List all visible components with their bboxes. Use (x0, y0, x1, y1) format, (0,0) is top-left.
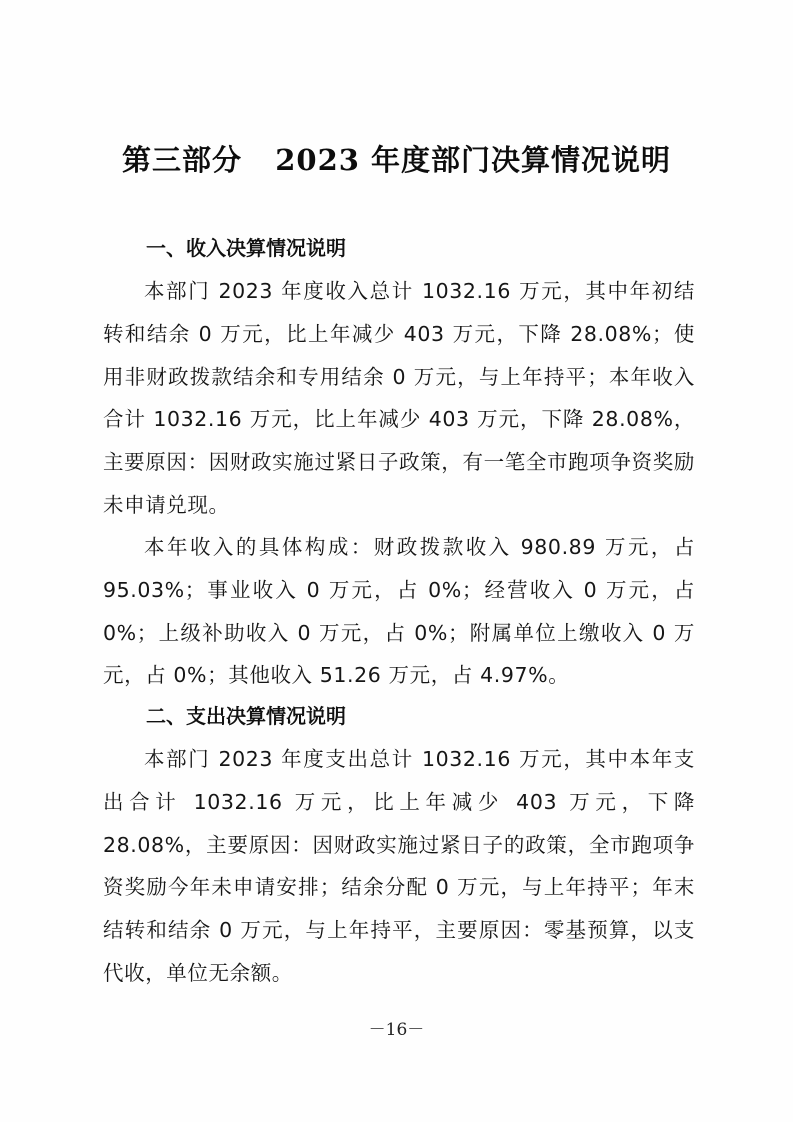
page-title: 第三部分 2023 年度部门决算情况说明 (121, 143, 672, 177)
section-heading-expenditure: 二、支出决算情况说明 (146, 704, 346, 728)
section-heading-income: 一、收入决算情况说明 (146, 236, 346, 260)
income-summary-paragraph: 本部门 2023 年度收入总计 1032.16 万元，其中年初结转和结余 0 万元，比上年减少 403 万元，下降 28.08%；使用非财政拨款结余和专用结余 0 万元，与上年持平；本年收入合计 1032.16 万元，比上年减少 403 万元，下降 28.08%，主要原因：因财政实施过紧日子政策，有一笔全市跑项争资奖励未申请兑现。 (103, 279, 695, 517)
page-number: －16－ (368, 1020, 425, 1040)
expenditure-summary-paragraph: 本部门 2023 年度支出总计 1032.16 万元，其中本年支出合计 1032.16 万元，比上年减少 403 万元，下降 28.08%，主要原因：因财政实施过紧日子的政策，全市跑项争资奖励今年未申请安排；结余分配 0 万元，与上年持平；年末结转和结余 0 万元，与上年持平，主要原因：零基预算，以支代收，单位无余额。 (103, 747, 695, 985)
income-composition-paragraph: 本年收入的具体构成：财政拨款收入 980.89 万元，占 95.03%；事业收入 0 万元，占 0%；经营收入 0 万元，占 0%；上级补助收入 0 万元，占 0%；附属单位上缴收入 0 万元，占 0%；其他收入 51.26 万元，占 4.97%。 (103, 535, 695, 688)
